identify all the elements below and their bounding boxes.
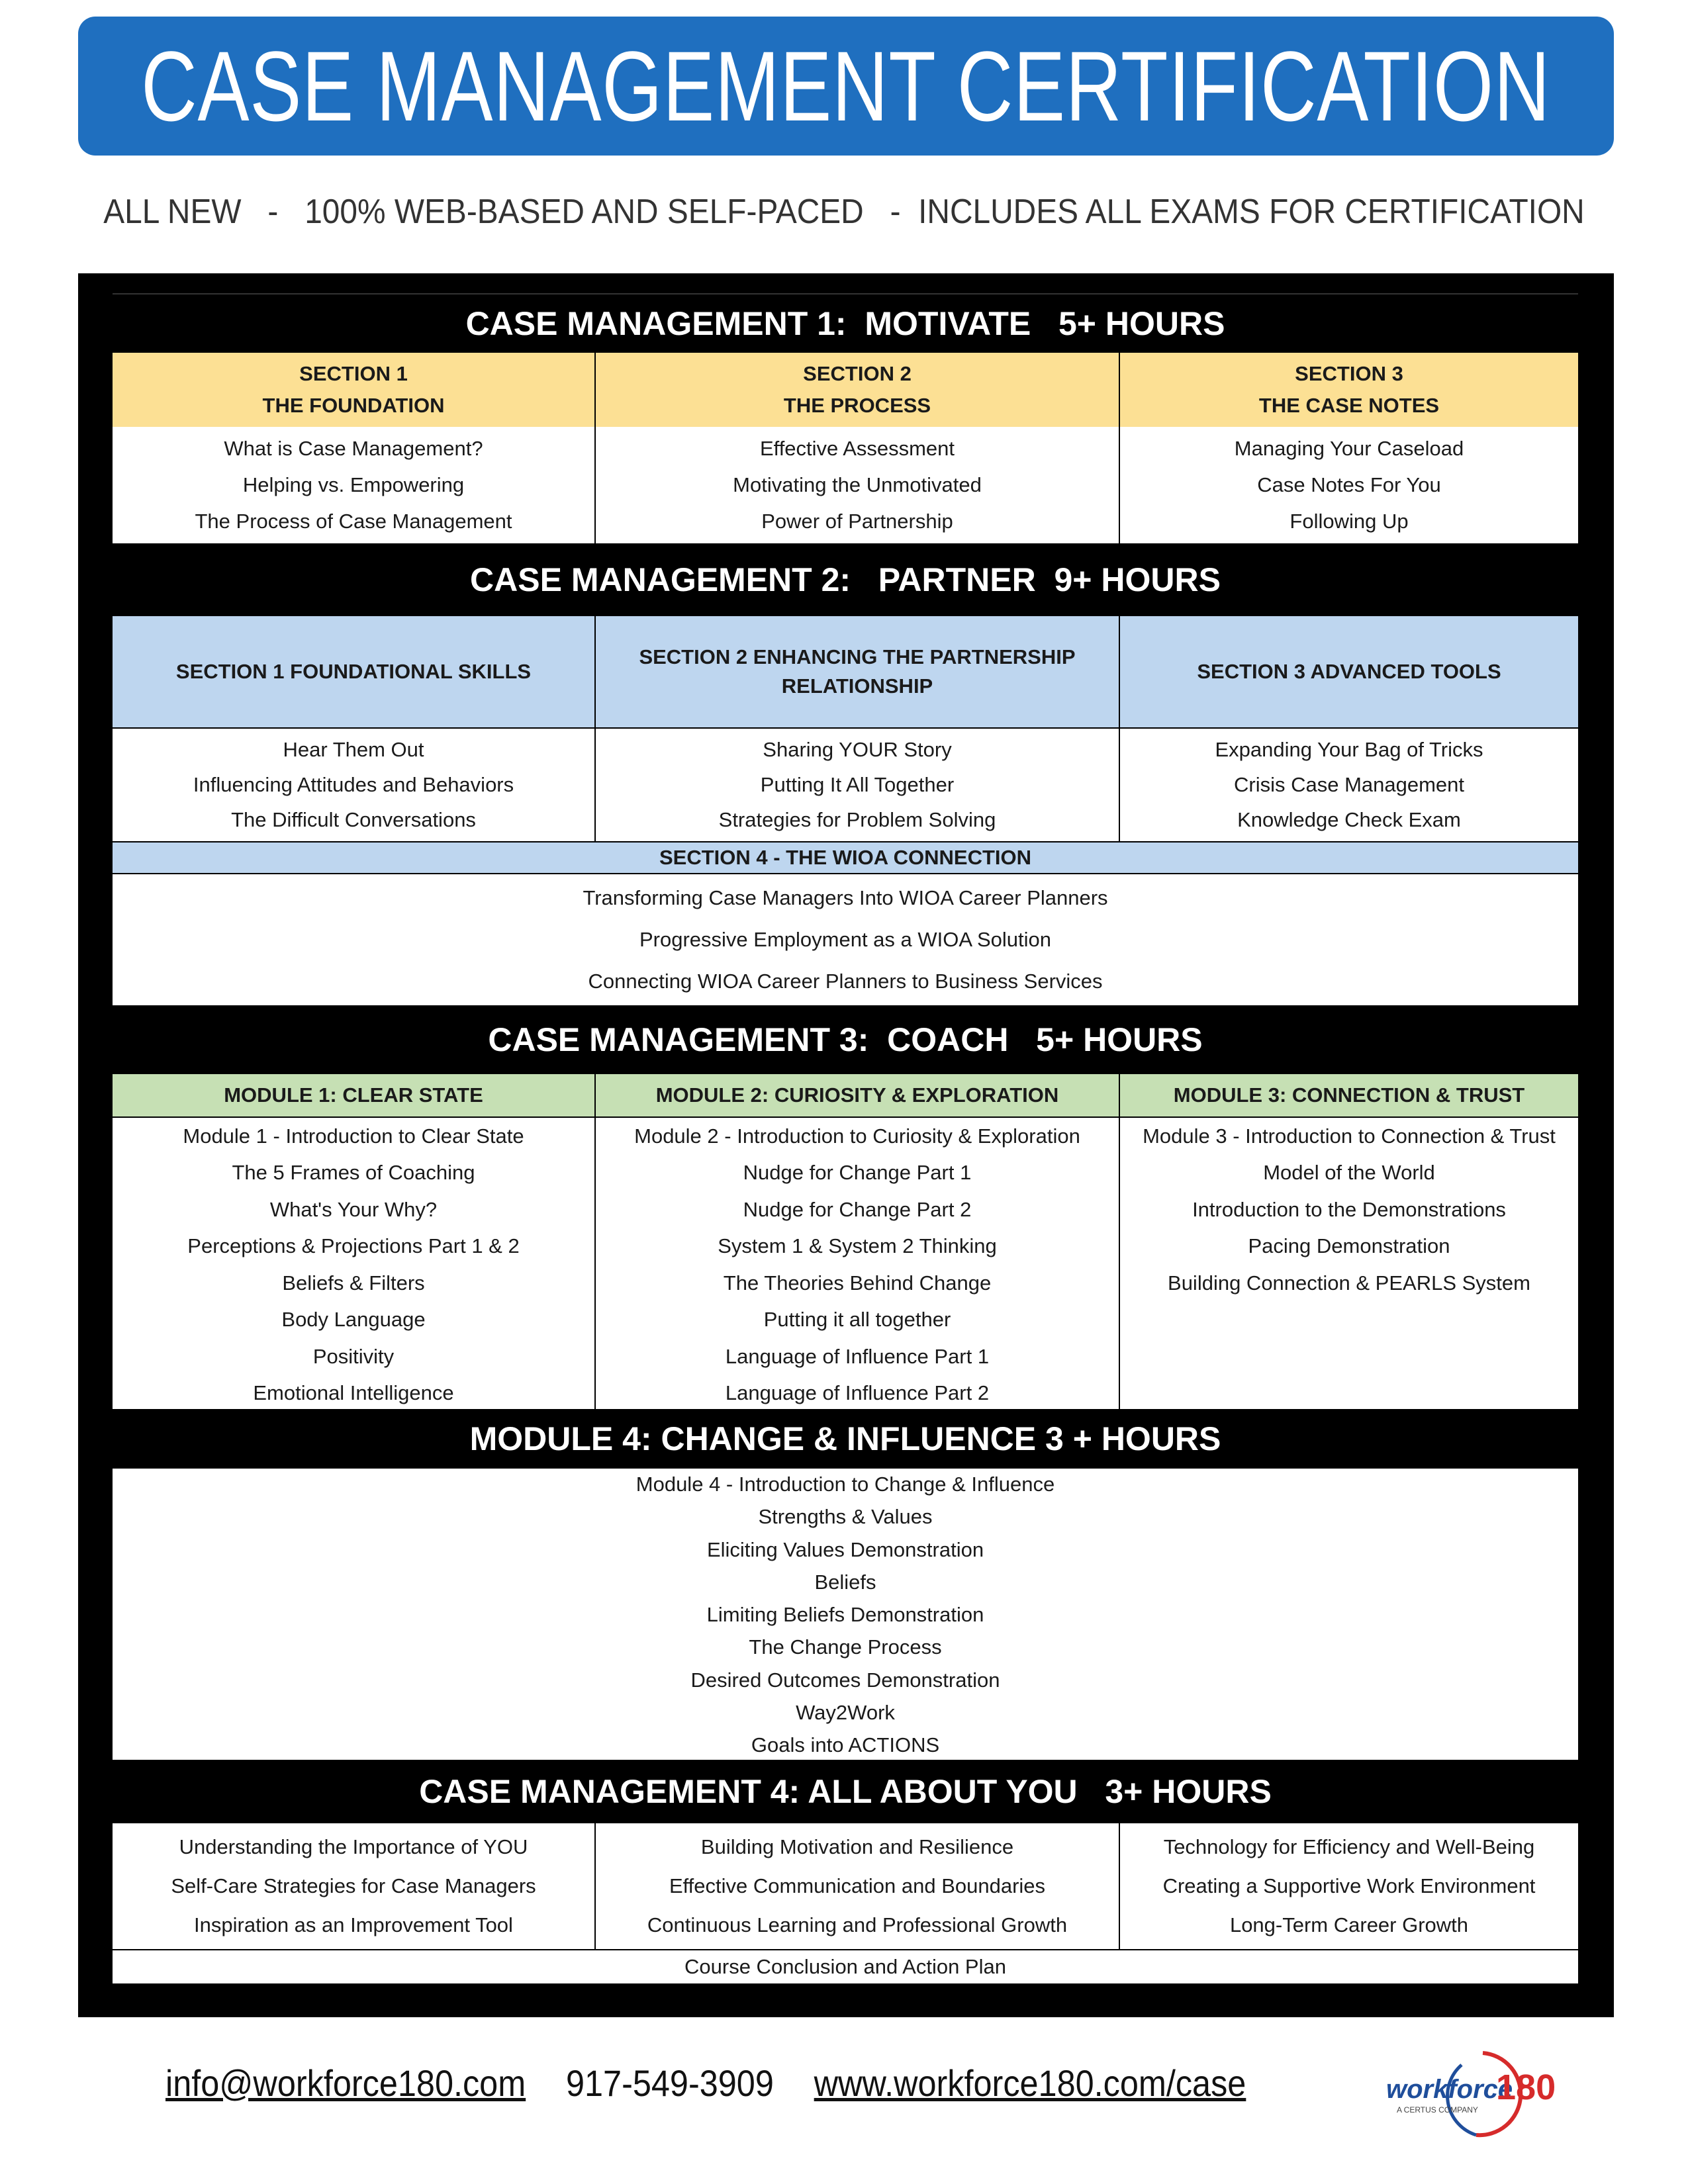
cm3-module-3-heading: MODULE 3: CONNECTION & TRUST: [1120, 1074, 1578, 1116]
section-label: SECTION 3: [1295, 362, 1403, 385]
cm2-section-1-list: [113, 729, 596, 841]
list-item: The 5 Frames of Coaching: [232, 1161, 475, 1185]
cm1-section-3-list: [1120, 427, 1578, 543]
section-title: THE PROCESS: [783, 394, 931, 417]
cm3-module-2-heading: MODULE 2: CURIOSITY & EXPLORATION: [596, 1074, 1120, 1116]
list-item: Strategies for Problem Solving: [718, 807, 996, 831]
list-item: Self-Care Strategies for Case Managers: [171, 1874, 536, 1897]
list-item: Nudge for Change Part 2: [743, 1197, 972, 1221]
cm1-section-2-list: [596, 427, 1120, 543]
section-title: THE FOUNDATION: [262, 394, 445, 417]
cm2-section-4-heading: SECTION 4 - THE WIOA CONNECTION: [113, 841, 1578, 874]
cm2-section-items: [113, 727, 1578, 841]
cm1-section-3-heading: [1120, 353, 1578, 427]
cm4-column-1: [113, 1823, 596, 1949]
cm1-section-2-heading: [596, 353, 1120, 427]
logo-number: 180: [1496, 2068, 1556, 2107]
list-item: Module 3 - Introduction to Connection & Trust: [1143, 1124, 1556, 1148]
cm4-column-2: [596, 1823, 1120, 1949]
list-item: The Process of Case Management: [195, 509, 512, 533]
list-item: Way2Work: [796, 1700, 895, 1724]
list-item: Continuous Learning and Professional Growth: [647, 1913, 1068, 1937]
logo-graphic: [1383, 2038, 1569, 2138]
curriculum-panel: [78, 273, 1614, 2017]
list-item: Managing Your Caseload: [1234, 437, 1464, 461]
cm4-columns: [113, 1823, 1578, 1949]
list-item: [1120, 1343, 1578, 1370]
list-item: Language of Influence Part 1: [725, 1344, 990, 1368]
website-link[interactable]: www.workforce180.com/case: [814, 2062, 1246, 2104]
cm4-header: CASE MANAGEMENT 4: ALL ABOUT YOU 3+ HOURS: [419, 1773, 1272, 1810]
list-item: Crisis Case Management: [1233, 772, 1465, 796]
list-item: The Theories Behind Change: [723, 1271, 992, 1295]
list-item: [1120, 1380, 1578, 1406]
cm2-section-1-heading: SECTION 1 FOUNDATIONAL SKILLS: [113, 616, 596, 727]
list-item: Case Notes For You: [1257, 473, 1441, 496]
cm2-section-2-list: [596, 729, 1120, 841]
cm2-section-2-heading: SECTION 2 ENHANCING THE PARTNERSHIP RELATIONSHIP: [596, 616, 1120, 727]
list-item: Module 2 - Introduction to Curiosity & Exploration: [634, 1124, 1080, 1148]
list-item: Beliefs: [814, 1570, 876, 1594]
cm3-module-items: [113, 1116, 1578, 1409]
list-item: Power of Partnership: [761, 509, 953, 533]
list-item: The Change Process: [749, 1635, 942, 1659]
phone-number: 917-549-3909: [565, 2062, 774, 2104]
list-item: Positivity: [312, 1344, 395, 1368]
list-item: Building Connection & PEARLS System: [1168, 1271, 1530, 1295]
list-item: Limiting Beliefs Demonstration: [706, 1603, 984, 1626]
list-item: Knowledge Check Exam: [1237, 807, 1461, 831]
cm3-module-2-list: [596, 1118, 1120, 1409]
cm3-module-1-list: [113, 1118, 596, 1409]
list-item: Effective Communication and Boundaries: [669, 1874, 1046, 1897]
page-title: CASE MANAGEMENT CERTIFICATION: [141, 30, 1551, 142]
list-item: Understanding the Importance of YOU: [179, 1835, 528, 1858]
list-item: What's Your Why?: [269, 1197, 438, 1221]
logo-word: workforce: [1386, 2075, 1513, 2104]
list-item: Progressive Employment as a WIOA Solution: [639, 927, 1051, 951]
cm1-header: CASE MANAGEMENT 1: MOTIVATE 5+ HOURS: [465, 305, 1225, 342]
list-item: Module 1 - Introduction to Clear State: [183, 1124, 524, 1148]
list-item: Motivating the Unmotivated: [733, 473, 982, 496]
list-item: Pacing Demonstration: [1248, 1234, 1450, 1258]
cm1-section-1-heading: [113, 353, 596, 427]
cm2-section-3-list: [1120, 729, 1578, 841]
list-item: Influencing Attitudes and Behaviors: [193, 772, 514, 796]
cm2-section-4-list: [113, 874, 1578, 1005]
cm3-module-headers: [113, 1074, 1578, 1116]
list-item: Model of the World: [1263, 1161, 1435, 1185]
cm4-conclusion: Course Conclusion and Action Plan: [113, 1949, 1578, 1983]
list-item: Emotional Intelligence: [253, 1381, 454, 1404]
list-item: Connecting WIOA Career Planners to Business Services: [588, 970, 1103, 993]
cm3-module-3-list: [1120, 1118, 1578, 1409]
list-item: Perceptions & Projections Part 1 & 2: [187, 1234, 520, 1258]
list-item: Goals into ACTIONS: [751, 1733, 940, 1756]
list-item: Eliciting Values Demonstration: [706, 1537, 984, 1561]
cm1-section-items: [113, 427, 1578, 543]
tagline: ALL NEW - 100% WEB-BASED AND SELF-PACED - INCLUDES ALL EXAMS FOR CERTIFICATION: [103, 193, 1585, 231]
list-item: Introduction to the Demonstrations: [1192, 1197, 1506, 1221]
list-item: Beliefs & Filters: [282, 1271, 425, 1295]
list-item: Sharing YOUR Story: [763, 738, 952, 762]
list-item: Helping vs. Empowering: [242, 473, 465, 496]
cm2-section-3-heading: SECTION 3 ADVANCED TOOLS: [1120, 616, 1578, 727]
list-item: [1120, 1306, 1578, 1333]
section-label: SECTION 1: [299, 362, 408, 385]
list-item: Technology for Efficiency and Well-Being: [1163, 1835, 1535, 1858]
list-item: Nudge for Change Part 1: [743, 1161, 972, 1185]
logo-subtitle: A CERTUS COMPANY: [1397, 2105, 1478, 2115]
section-label: SECTION 2: [803, 362, 912, 385]
list-item: Body Language: [281, 1308, 426, 1332]
email-link[interactable]: info@workforce180.com: [165, 2062, 526, 2104]
cm2-header: CASE MANAGEMENT 2: PARTNER 9+ HOURS: [470, 561, 1221, 598]
cm4-column-3: [1120, 1823, 1578, 1949]
list-item: Following Up: [1289, 509, 1409, 533]
list-item: Module 4 - Introduction to Change & Influence: [635, 1473, 1055, 1496]
list-item: Inspiration as an Improvement Tool: [194, 1913, 513, 1937]
list-item: What is Case Management?: [224, 437, 483, 461]
contact-footer: [165, 2062, 1277, 2105]
list-item: Putting it all together: [763, 1308, 951, 1332]
list-item: Language of Influence Part 2: [725, 1381, 990, 1404]
cm3-header: CASE MANAGEMENT 3: COACH 5+ HOURS: [488, 1021, 1203, 1058]
list-item: Strengths & Values: [758, 1505, 933, 1529]
list-item: Expanding Your Bag of Tricks: [1215, 738, 1483, 762]
cm2-section-headers: [113, 616, 1578, 727]
section-title: THE CASE NOTES: [1258, 394, 1440, 417]
cm1-section-headers: [113, 353, 1578, 427]
list-item: Hear Them Out: [283, 738, 424, 762]
workforce180-logo: [1383, 2038, 1569, 2138]
cm3-module-1-heading: MODULE 1: CLEAR STATE: [113, 1074, 596, 1116]
list-item: Long-Term Career Growth: [1229, 1913, 1469, 1937]
list-item: Transforming Case Managers Into WIOA Career Planners: [583, 886, 1108, 909]
list-item: The Difficult Conversations: [231, 807, 476, 831]
list-item: Putting It All Together: [760, 772, 955, 796]
list-item: System 1 & System 2 Thinking: [718, 1234, 997, 1258]
list-item: Creating a Supportive Work Environment: [1162, 1874, 1536, 1897]
m4-header: MODULE 4: CHANGE & INFLUENCE 3 + HOURS: [469, 1420, 1221, 1457]
list-item: Effective Assessment: [759, 437, 955, 461]
list-item: Desired Outcomes Demonstration: [690, 1668, 1000, 1692]
list-item: Building Motivation and Resilience: [700, 1835, 1014, 1858]
title-banner: [78, 17, 1614, 156]
m4-list: [113, 1469, 1578, 1760]
cm1-section-1-list: [113, 427, 596, 543]
